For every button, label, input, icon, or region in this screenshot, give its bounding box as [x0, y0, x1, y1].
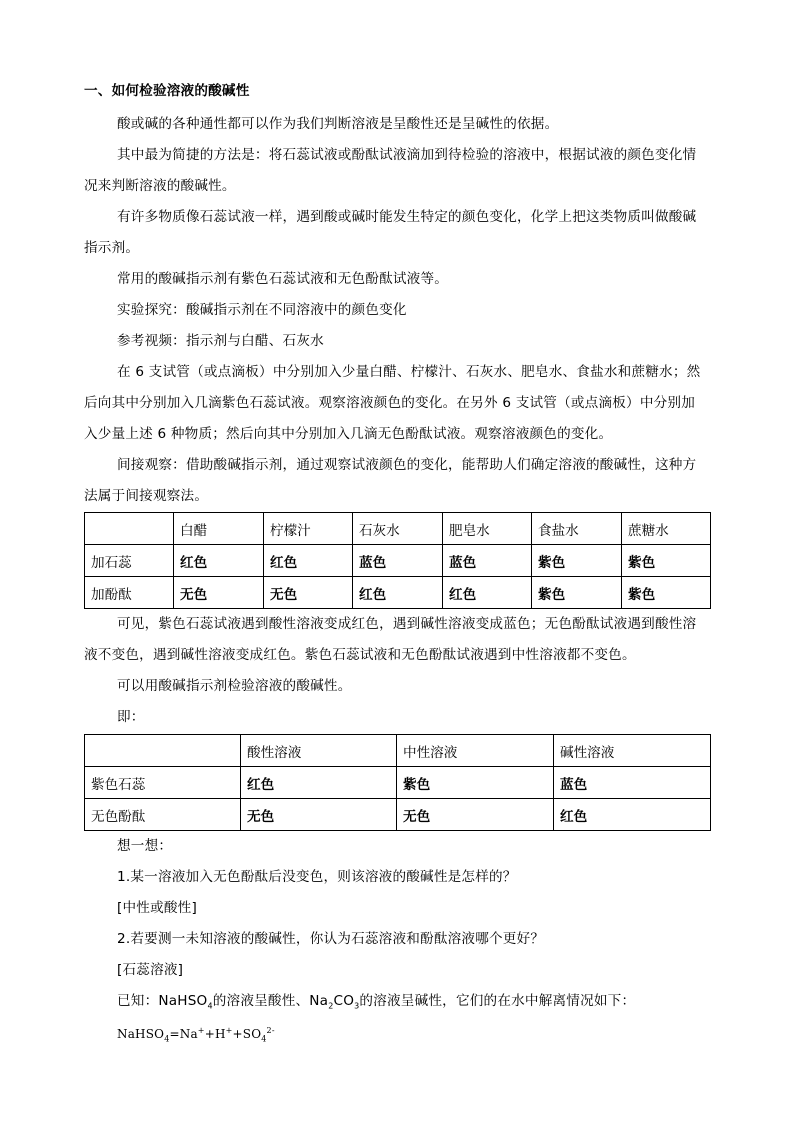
paragraph: 参考视频：指示剂与白醋、石灰水: [117, 333, 324, 349]
paragraph: 实验探究：酸碱指示剂在不同溶液中的颜色变化: [117, 302, 407, 318]
table-header-row: [85, 735, 711, 767]
table-cell: [85, 735, 241, 767]
table-cell: 紫色: [397, 767, 554, 799]
table-row: [85, 767, 711, 799]
table-header-cell: 中性溶液: [397, 735, 554, 767]
superscript: +: [225, 1026, 233, 1035]
table-cell: 蓝色: [554, 767, 711, 799]
paragraph: 有许多物质像石蕊试液一样，遇到酸或碱时能发生特定的颜色变化，化学上把这类物质叫做酸碱: [117, 209, 697, 225]
paragraph: 酸或碱的各种通性都可以作为我们判断溶液是呈酸性还是呈碱性的依据。: [117, 116, 559, 132]
paragraph: 间接观察：借助酸碱指示剂，通过观察试液颜色的变化，能帮助人们确定溶液的酸碱性，这种方: [117, 457, 697, 473]
table-cell: 无色: [241, 799, 397, 831]
indicator-table-1: [84, 512, 711, 609]
table-header-cell: 蔗糖水: [622, 513, 711, 545]
table-cell: [85, 513, 174, 545]
text-run: +SO: [232, 1027, 262, 1041]
paragraph: 入少量上述 6 种物质；然后向其中分别加入几滴无色酚酞试液。观察溶液颜色的变化。: [84, 426, 613, 442]
table-cell: 紫色: [622, 577, 711, 609]
paragraph: 想一想：: [117, 838, 173, 854]
table-cell: 红色: [353, 577, 443, 609]
table-cell: 红色: [554, 799, 711, 831]
table-header-cell: 柠檬汁: [264, 513, 353, 545]
paragraph: [117, 991, 743, 1011]
table-header-cell: 酸性溶液: [241, 735, 397, 767]
table-cell: 蓝色: [353, 545, 443, 577]
table-header-row: [85, 513, 711, 545]
table-cell: 红色: [443, 577, 532, 609]
paragraph: 液不变色，遇到碱性溶液变成红色。紫色石蕊试液和无色酚酞试液遇到中性溶液都不变色。: [84, 647, 636, 663]
question: 2.若要测一未知溶液的酸碱性，你认为石蕊溶液和酚酞溶液哪个更好？: [117, 931, 545, 947]
paragraph: 指示剂。: [84, 240, 140, 256]
row-label: 紫色石蕊: [85, 767, 241, 799]
table-cell: 无色: [174, 577, 264, 609]
text-run: +H: [204, 1027, 226, 1041]
paragraph: 可以用酸碱指示剂检验溶液的酸碱性。: [117, 678, 352, 694]
subscript: 3: [354, 1001, 360, 1011]
answer: [石蕊溶液]: [117, 962, 184, 978]
indicator-table-2: [84, 734, 711, 831]
table-row: [85, 545, 711, 577]
table-cell: 红色: [241, 767, 397, 799]
paragraph: 法属于间接观察法。: [84, 488, 209, 504]
table-row: [85, 577, 711, 609]
text-run: =Na: [169, 1027, 198, 1041]
subscript: 4: [207, 1001, 213, 1011]
table-cell: 蓝色: [443, 545, 532, 577]
table-cell: 紫色: [532, 545, 622, 577]
text-run: 已知：NaHSO: [117, 993, 208, 1009]
subscript: 4: [164, 1034, 170, 1044]
paragraph: 即：: [117, 709, 145, 725]
table-cell: 红色: [174, 545, 264, 577]
row-label: 无色酚酞: [85, 799, 241, 831]
table-header-cell: 食盐水: [532, 513, 622, 545]
row-label: 加酚酞: [85, 577, 174, 609]
table-header-cell: 石灰水: [353, 513, 443, 545]
section-heading: 一、如何检验溶液的酸碱性: [84, 83, 250, 99]
subscript: 4: [261, 1034, 267, 1044]
table-cell: 紫色: [622, 545, 711, 577]
paragraph: 在 6 支试管（或点滴板）中分别加入少量白醋、柠檬汁、石灰水、肥皂水、食盐水和蔗糖水；然: [117, 364, 701, 380]
paragraph: 后向其中分别加入几滴紫色石蕊试液。观察溶液颜色的变化。在另外 6 支试管（或点滴板）中分别加: [84, 395, 696, 411]
paragraph: 常用的酸碱指示剂有紫色石蕊试液和无色酚酞试液等。: [117, 271, 449, 287]
table-cell: 无色: [264, 577, 353, 609]
table-header-cell: 肥皂水: [443, 513, 532, 545]
superscript: +: [197, 1026, 205, 1035]
paragraph: 况来判断溶液的酸碱性。: [84, 178, 236, 194]
table-header-cell: 碱性溶液: [554, 735, 711, 767]
text-run: 的溶液呈酸性、Na: [212, 993, 329, 1009]
paragraph: 可见，紫色石蕊试液遇到酸性溶液变成红色，遇到碱性溶液变成蓝色；无色酚酞试液遇到酸性溶: [117, 616, 697, 632]
table-header-cell: 白醋: [174, 513, 264, 545]
text-run: NaHSO: [117, 1027, 165, 1041]
table-cell: 紫色: [532, 577, 622, 609]
superscript: 2-: [266, 1026, 275, 1035]
paragraph: 其中最为简捷的方法是：将石蕊试液或酚酞试液滴加到待检验的溶液中，根据试液的颜色变化情: [117, 147, 697, 163]
question: 1.某一溶液加入无色酚酞后没变色，则该溶液的酸碱性是怎样的？: [117, 869, 517, 885]
text-run: CO: [333, 993, 355, 1009]
table-row: [85, 799, 711, 831]
table-cell: 红色: [264, 545, 353, 577]
subscript: 2: [328, 1001, 334, 1011]
table-cell: 无色: [397, 799, 554, 831]
answer: [中性或酸性]: [117, 900, 197, 916]
row-label: 加石蕊: [85, 545, 174, 577]
ionization-equation: [117, 1024, 743, 1044]
text-run: 的溶液呈碱性，它们的在水中解离情况如下：: [359, 993, 636, 1009]
